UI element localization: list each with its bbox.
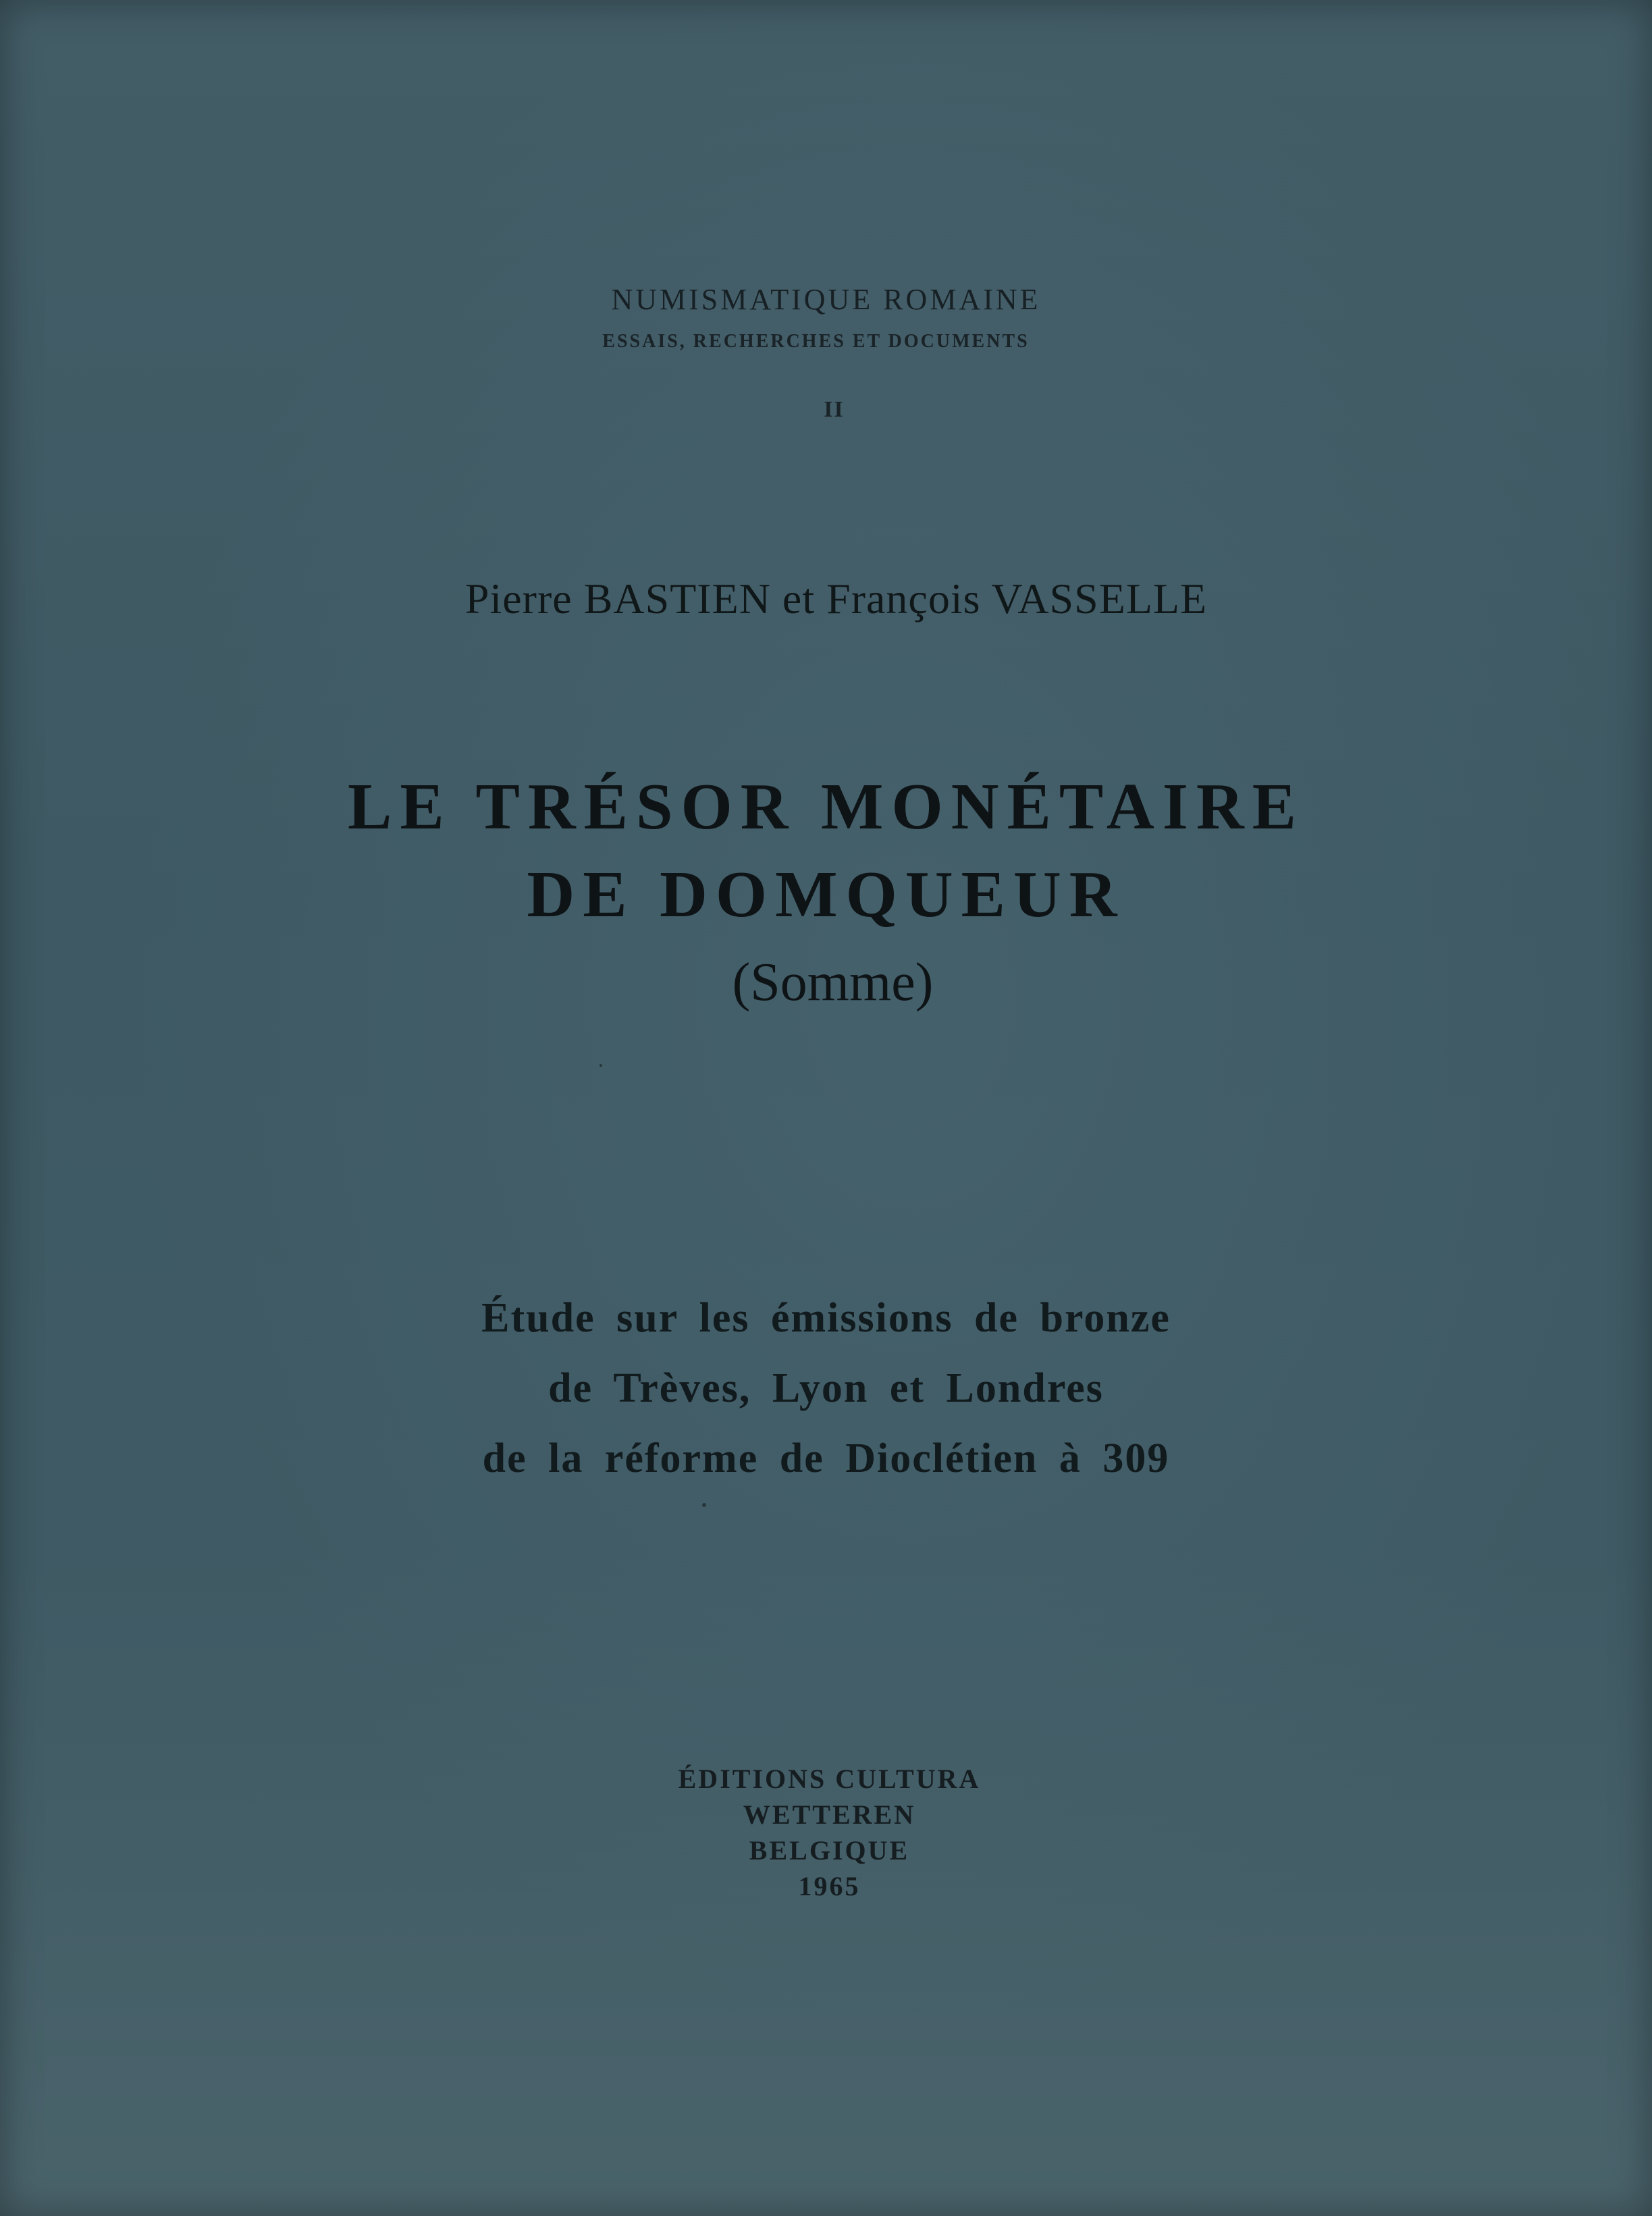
authors: Pierre BASTIEN et François VASSELLE xyxy=(464,575,1208,623)
publication-year: 1965 xyxy=(798,1871,861,1901)
study-line-2: de Trèves, Lyon et Londres xyxy=(548,1365,1104,1411)
study-line-3: de la réforme de Dioclétien à 309 xyxy=(482,1435,1170,1481)
study-line-1: Étude sur les émissions de bronze xyxy=(481,1295,1171,1341)
publisher-city: WETTEREN xyxy=(743,1799,916,1830)
book-title-line-2: DE DOMQUEUR xyxy=(527,858,1125,931)
book-title-line-1: LE TRÉSOR MONÉTAIRE xyxy=(348,770,1304,843)
publisher-block xyxy=(3,1761,1652,1904)
book-title xyxy=(0,763,1652,939)
series-title: NUMISMATIQUE ROMAINE xyxy=(611,283,1041,316)
publisher-country: BELGIQUE xyxy=(749,1835,910,1866)
series-subtitle: ESSAIS, RECHERCHES ET DOCUMENTS xyxy=(602,331,1030,352)
publisher-name: ÉDITIONS CULTURA xyxy=(678,1764,981,1794)
volume-number: II xyxy=(824,397,845,422)
title-region: (Somme) xyxy=(732,953,934,1012)
paper-speck xyxy=(599,1064,602,1067)
study-description xyxy=(0,1283,1652,1494)
paper-speck xyxy=(702,1503,706,1507)
